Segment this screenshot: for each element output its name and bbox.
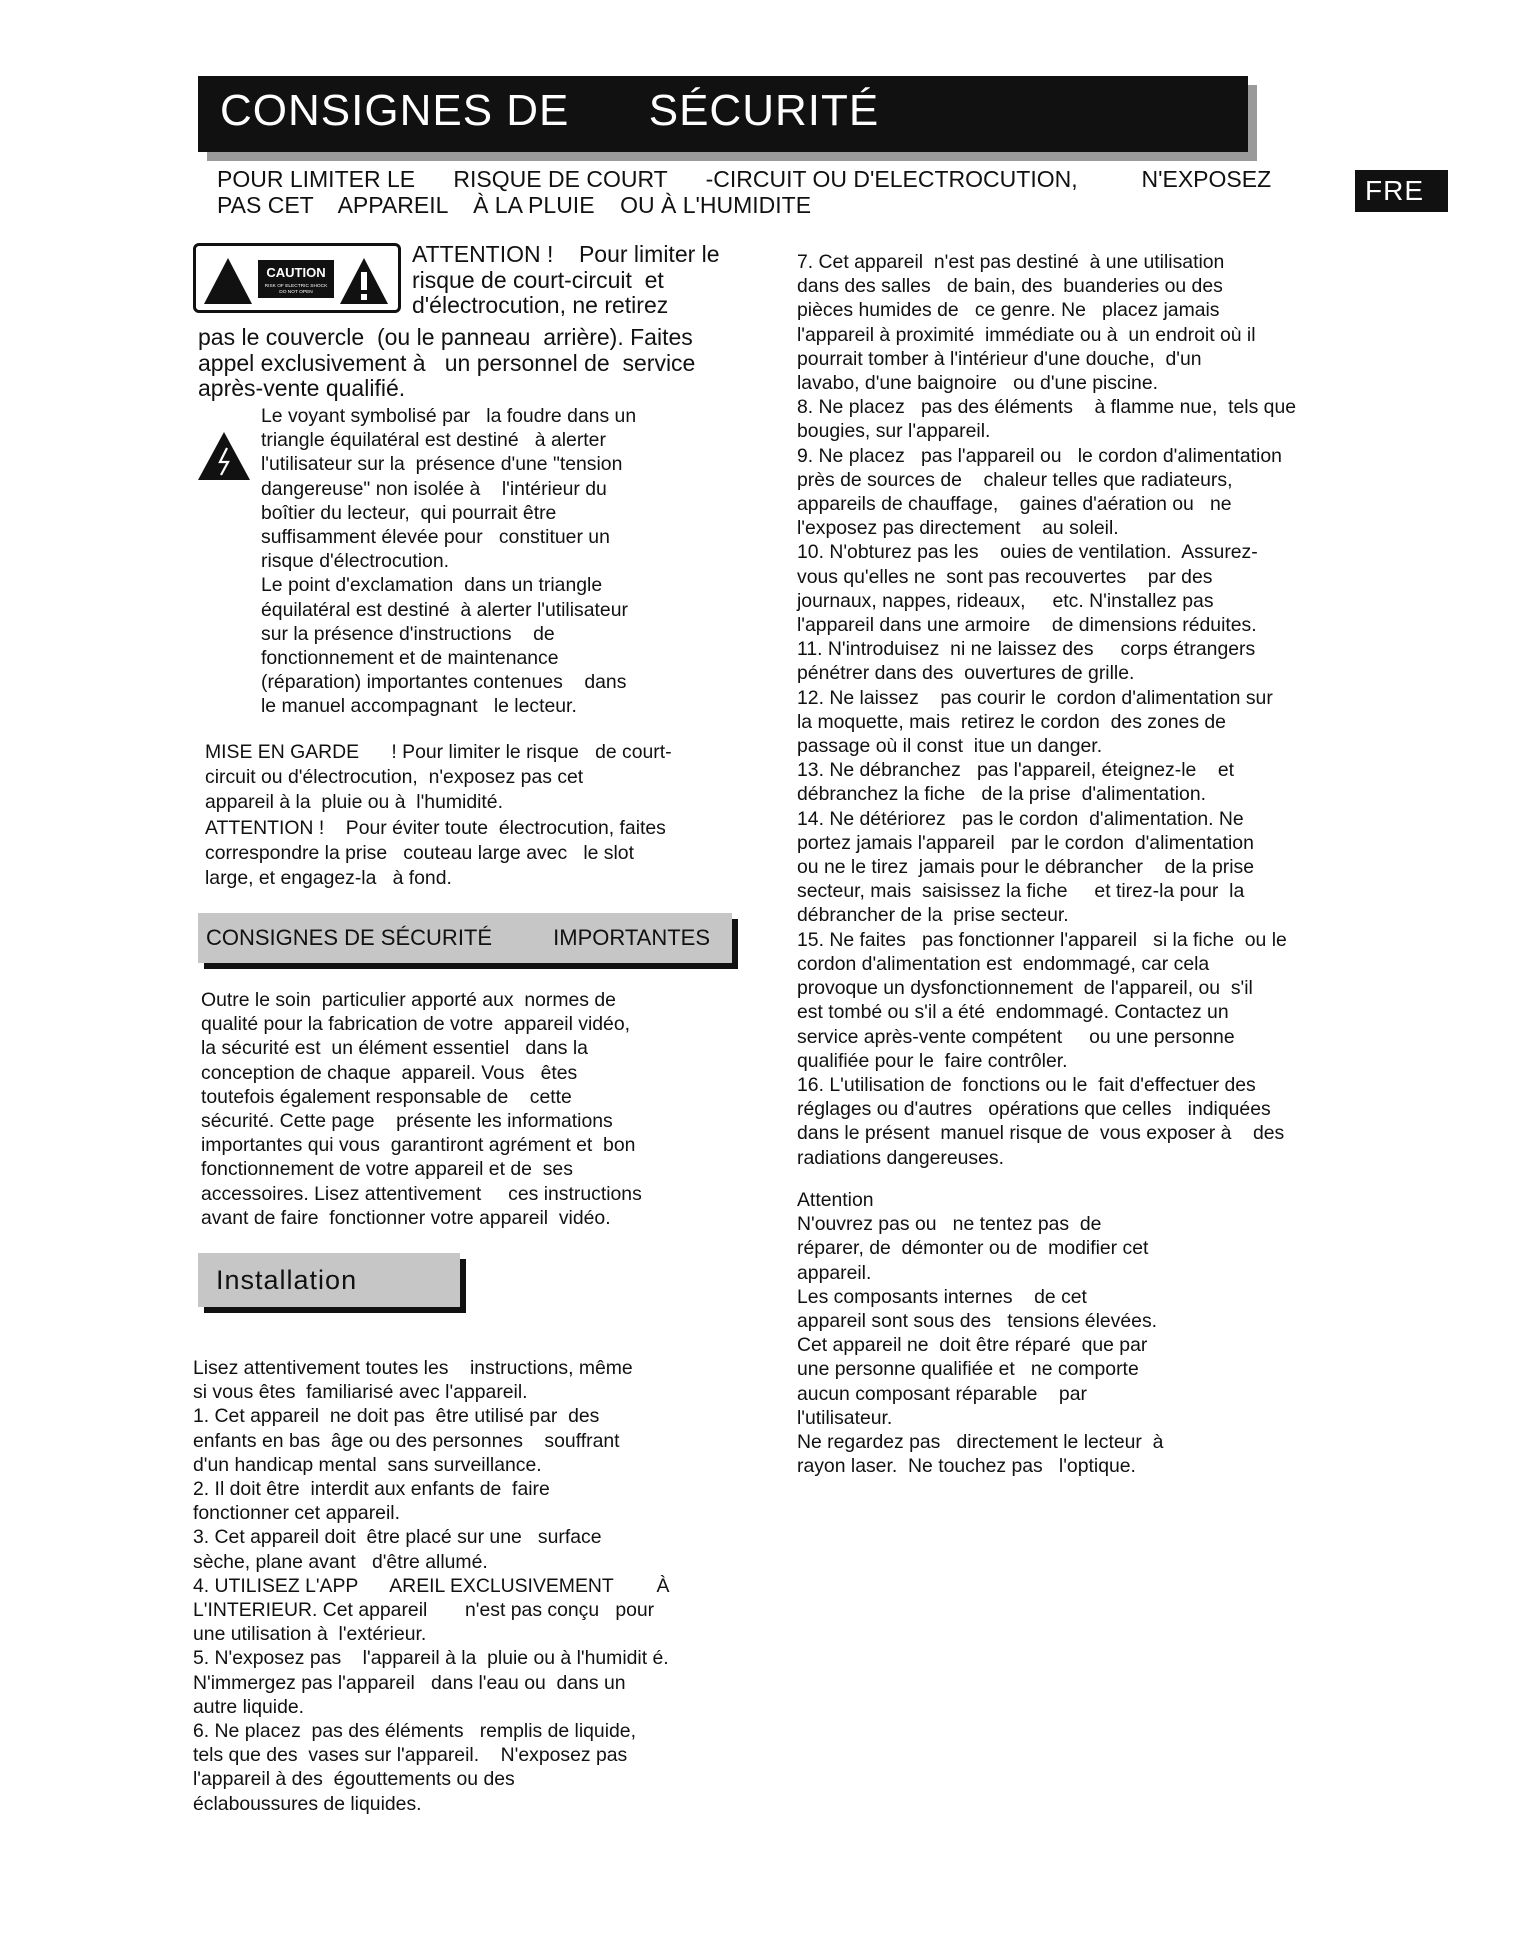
title-bar <box>198 76 1248 152</box>
warning-triangle-icon <box>204 258 252 304</box>
caution-title: CAUTION <box>266 265 326 280</box>
caution-label <box>193 243 401 313</box>
language-badge: FRE <box>1355 170 1448 212</box>
page-title: CONSIGNES DE SÉCURITÉ <box>220 86 880 135</box>
top-warning: POUR LIMITER LE RISQUE DE COURT -CIRCUIT OU D'ELECTROCUTION, N'EXPOSEZ PAS CET APPAREIL À LA PLUIE OU À L'HUMIDITE <box>217 166 1272 218</box>
mise-en-garde: MISE EN GARDE ! Pour limiter le risque de court- circuit ou d'électrocution, n'exposez pas cet appareil à la pluie ou à l'humidité. ATTENTION ! Pour éviter toute électrocution, faites correspondre la prise couteau large avec le slot large, et engagez-la à fond. <box>205 741 672 890</box>
attention-heading: ATTENTION ! Pour limiter le risque de court-circuit et d'électrocution, ne retirez <box>412 241 720 318</box>
installation-list: Lisez attentivement toutes les instructions, même si vous êtes familiarisé avec l'appareil. 1. Cet appareil ne doit pas être utilisé par des enfants en bas âge ou des personnes souffrant d'un handicap mental sans surveillance. 2. Il doit être interdit aux enfants de faire fonctionner cet appareil. 3. Cet appareil doit être placé sur une surface sèche, plane avant d'être allumé. 4. UTILISEZ L'APP AREIL EXCLUSIVEMENT À L'INTERIEUR. Cet appareil n'est pas conçu pour une utilisation à l'extérieur. 5. N'exposez pas l'appareil à la pluie ou à l'humidit é. N'immergez pas l'appareil dans l'eau ou dans un autre liquide. 6. Ne placez pas des éléments remplis de liquide, tels que des vases sur l'appareil. N'exposez pas l'appareil à des égouttements ou des éclaboussures de liquides. <box>193 1357 670 1815</box>
safety-rules-list: 7. Cet appareil n'est pas destiné à une utilisation dans des salles de bain, des buanderies ou des pièces humides de ce genre. Ne placez jamais l'appareil à proximité immédiate ou à un endroit où il pourrait tomber à l'intérieur d'une douche, d'un lavabo, d'une baignoire ou d'une piscine. 8. Ne placez pas des éléments à flamme nue, tels que bougies, sur l'appareil. 9. Ne placez pas l'appareil ou le cordon d'alimentation près de sources de chaleur telles que radiateurs, appareils de chauffage, gaines d'aération ou ne l'exposez pas directement au soleil. 10. N'obturez pas les ouies de ventilation. Assurez- vous qu'elles ne sont pas recouvertes par des journaux, nappes, rideaux, etc. N'installez pas l'appareil dans une armoire de dimensions réduites. 11. N'introduisez ni ne laissez des corps étrangers pénétrer dans des ouvertures de grille. 12. Ne laissez pas courir le cordon d'alimentation sur la moquette, mais retirez le cordon des zones de passage où il const itue un danger. 13. Ne débranchez pas l'appareil, éteignez-le et débranchez la fiche de la prise d'alimentation. 14. Ne détériorez pas le cordon d'alimentation. Ne portez jamais l'appareil par le cordon d'alimentation ou ne le tirez jamais pour le débrancher de la prise secteur, mais saisissez la fiche et tirez-la pour la débrancher de la prise secteur. 15. Ne faites pas fonctionner l'appareil si la fiche ou le cordon d'alimentation est endommagé, car cela provoque un dysfonctionnement de l'appareil, ou s'il est tombé ou s'il a été endommagé. Contactez un service après-vente compétent ou une personne qualifiée pour le faire contrôler. 16. L'utilisation de fonctions ou le fait d'effectuer des réglages ou d'autres opérations que celles indiquées dans le présent manuel risque de vous exposer à des radiations dangereuses. <box>797 251 1297 1169</box>
lightning-triangle-icon <box>196 430 252 482</box>
attention-laser-block: Attention N'ouvrez pas ou ne tentez pas de réparer, de démonter ou de modifier cet appareil. Les composants internes de cet appareil sont sous des tensions élevées. Cet appareil ne doit être réparé que par une personne qualifiée et ne comporte aucun composant réparable par l'utilisateur. Ne regardez pas directement le lecteur à rayon laser. Ne touchez pas l'optique. <box>797 1189 1164 1478</box>
attention-continued: pas le couvercle (ou le panneau arrière). Faites appel exclusivement à un personnel de service après-vente qualifié. <box>198 324 696 401</box>
caution-sub2: DO NOT OPEN <box>279 290 313 295</box>
important-heading-bar <box>198 913 732 963</box>
caution-sub1: RISK OF ELECTRIC SHOCK <box>264 284 328 289</box>
intro-paragraph: Outre le soin particulier apporté aux normes de qualité pour la fabrication de votre appareil vidéo, la sécurité est un élément essentiel dans la conception de chaque appareil. Vous êtes toutefois également responsable de cette sécurité. Cette page présente les informations importantes qui vous garantiront agrément et bon fonctionnement de votre appareil et de ses accessoires. Lisez attentivement ces instructions avant de faire fonctionner votre appareil vidéo. <box>201 989 642 1229</box>
installation-heading-bar <box>198 1253 460 1307</box>
caution-label-graphic <box>196 246 398 310</box>
installation-heading: Installation <box>216 1265 358 1295</box>
symbol-explanations: Le voyant symbolisé par la foudre dans un triangle équilatéral est destiné à alerter l'utilisateur sur la présence d'une "tension dangereuse" non isolée à l'intérieur du boîtier du lecteur, qui pourrait être suffisamment élevée pour constituer un risque d'électrocution. Le point d'exclamation dans un triangle équilatéral est destiné à alerter l'utilisateur sur la présence d'instructions de fonctionnement et de maintenance (réparation) importantes contenues dans le manuel accompagnant le lecteur. <box>261 405 637 718</box>
important-heading: CONSIGNES DE SÉCURITÉ IMPORTANTES <box>206 925 711 950</box>
